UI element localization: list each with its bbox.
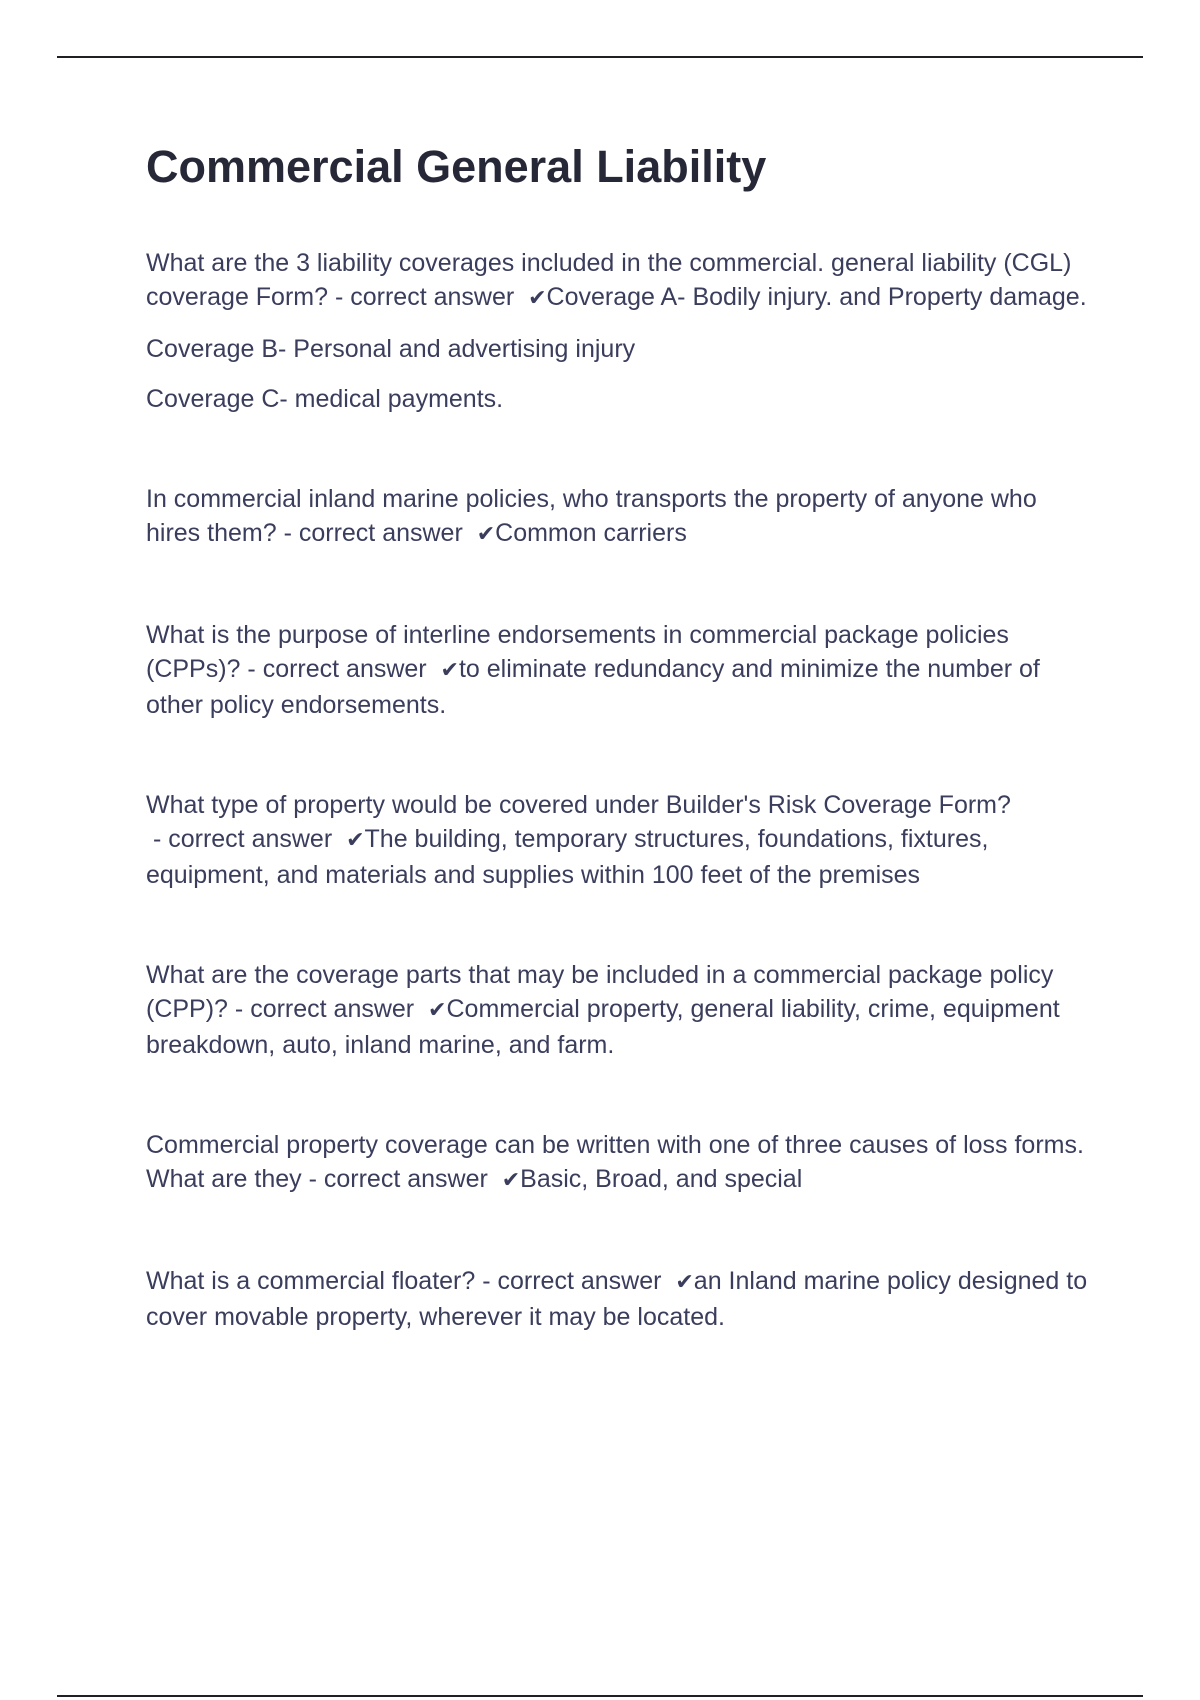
check-icon: ✔ <box>440 658 459 683</box>
answer-text: Common carriers <box>495 519 687 547</box>
bottom-rule <box>57 1695 1143 1697</box>
check-icon: ✔ <box>528 286 547 311</box>
question-text: In commercial inland marine policies, who transports the property of anyone who hires them? <box>146 485 1037 547</box>
question-text: What are the 3 liability coverages included in the commercial. general liability (CGL) coverage Form? <box>146 249 1072 311</box>
answer-label: correct answer <box>250 995 415 1023</box>
answer-text: Basic, Broad, and special <box>520 1165 803 1193</box>
qa-text: What is a commercial floater? - correct answer ✔an Inland marine policy designed to cover movable property, wherever it may be located. <box>146 1267 1088 1331</box>
answer-label: correct answer <box>323 1165 488 1193</box>
question-text: Commercial property coverage can be written with one of three causes of loss forms. What are they <box>146 1131 1084 1193</box>
check-icon: ✔ <box>346 828 365 853</box>
qa-text: What is the purpose of interline endorsements in commercial package policies (CPPs)? - correct answer ✔to eliminate redundancy and minimize the number of other policy endorsements. <box>146 621 1040 719</box>
qa-item <box>146 482 1096 552</box>
question-text: What type of property would be covered under Builder's Risk Coverage Form? <box>146 791 1011 819</box>
answer-label: correct answer <box>168 825 333 853</box>
qa-item <box>146 958 1096 1062</box>
question-text: What is a commercial floater? <box>146 1267 476 1295</box>
top-rule <box>57 56 1143 58</box>
answer-extra-line: Coverage B- Personal and advertising injury <box>146 335 636 363</box>
qa-text: In commercial inland marine policies, who transports the property of anyone who hires them? - correct answer ✔Common carriers <box>146 485 1037 547</box>
answer-text: an Inland marine policy designed to cover movable property, wherever it may be located. <box>146 1267 1088 1331</box>
answer-text: Coverage A- Bodily injury. and Property damage. <box>546 283 1087 311</box>
answer-label: correct answer <box>262 655 427 683</box>
page-title: Commercial General Liability <box>146 141 767 192</box>
qa-text: What are the 3 liability coverages included in the commercial. general liability (CGL) coverage Form? - correct answer ✔Coverage A- Bodily injury. and Property damage. <box>146 249 1087 311</box>
answer-label: correct answer <box>298 519 463 547</box>
answer-text: to eliminate redundancy and minimize the number of other policy endorsements. <box>146 655 1040 719</box>
document-body <box>146 140 1096 1400</box>
answer-label: correct answer <box>497 1267 662 1295</box>
qa-item <box>146 788 1096 892</box>
qa-text: What type of property would be covered under Builder's Risk Coverage Form? - correct answer ✔The building, temporary structures, foundations, fixtures, equipment, and materials and supplies within 100 feet of the premises <box>146 791 1011 889</box>
qa-text: Commercial property coverage can be written with one of three causes of loss forms. What are they - correct answer ✔Basic, Broad, and special <box>146 1131 1084 1193</box>
qa-item <box>146 1264 1096 1334</box>
question-text: What are the coverage parts that may be included in a commercial package policy (CPP)? <box>146 961 1054 1023</box>
check-icon: ✔ <box>428 998 447 1023</box>
qa-item <box>146 246 1096 416</box>
answer-text: Commercial property, general liability, crime, equipment breakdown, auto, inland marine, and farm. <box>146 995 1060 1059</box>
check-icon: ✔ <box>675 1270 694 1295</box>
answer-extra-line: Coverage C- medical payments. <box>146 385 504 413</box>
answer-label: correct answer <box>350 283 515 311</box>
qa-item <box>146 1128 1096 1198</box>
check-icon: ✔ <box>501 1168 521 1193</box>
question-text: What is the purpose of interline endorsements in commercial package policies (CPPs)? <box>146 621 1009 683</box>
check-icon: ✔ <box>476 522 496 547</box>
answer-text: The building, temporary structures, foundations, fixtures, equipment, and materials and supplies within 100 feet of the premises <box>146 825 989 889</box>
qa-item <box>146 618 1096 722</box>
qa-text: What are the coverage parts that may be included in a commercial package policy (CPP)? - correct answer ✔Commercial property, general liability, crime, equipment breakdown, auto, inland marine, and farm. <box>146 961 1060 1059</box>
